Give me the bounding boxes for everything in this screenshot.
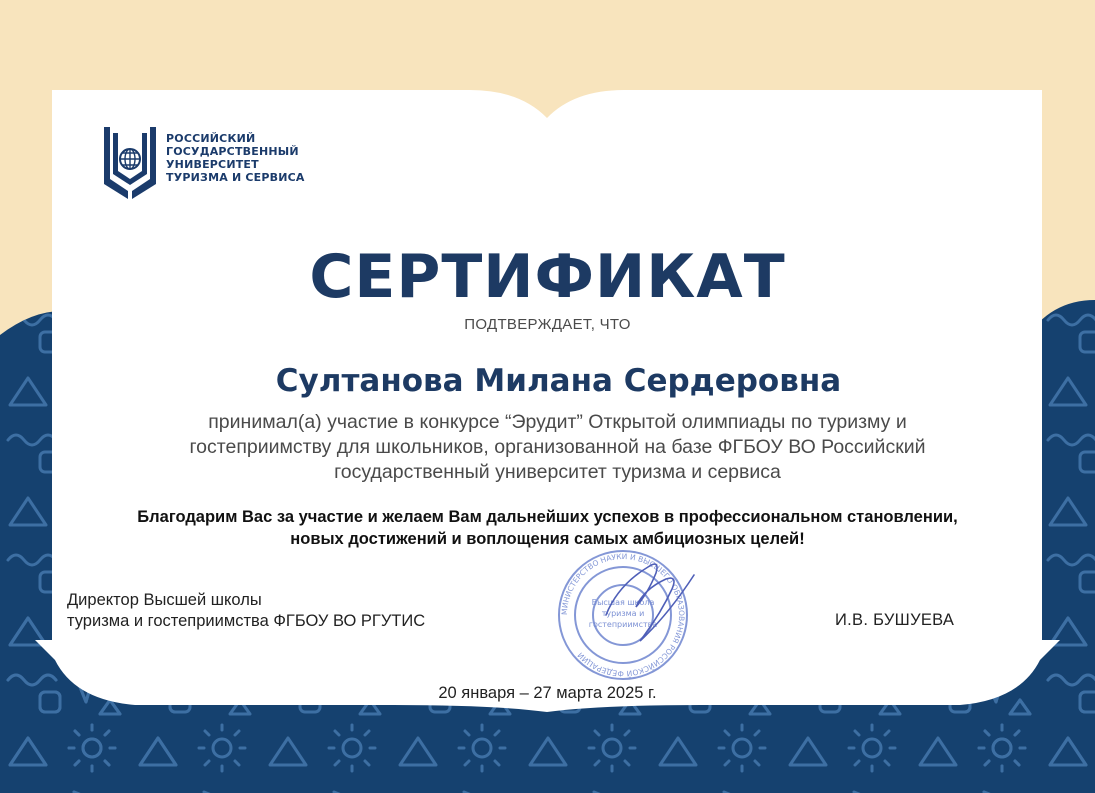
certificate-subtitle: ПОДТВЕРЖДАЕТ, ЧТО — [464, 316, 631, 333]
university-name-line: УНИВЕРСИТЕТ — [166, 158, 259, 171]
university-name — [166, 132, 366, 184]
stamp-ring-text: МИНИСТЕРСТВО НАУКИ И ВЫСШЕГО ОБРАЗОВАНИЯ РОССИЙСКОЙ ФЕДЕРАЦИИ — [559, 551, 687, 679]
university-name-line: РОССИЙСКИЙ — [166, 132, 256, 145]
thanks-line: новых достижений и воплощения самых амбициозных целей! — [290, 530, 805, 548]
university-emblem-icon — [104, 127, 156, 203]
signatory-title — [67, 590, 547, 632]
participation-line: государственный университет туризма и сервиса — [334, 461, 781, 483]
university-name-line: ГОСУДАРСТВЕННЫЙ — [166, 145, 299, 158]
stamp-center-line: гостеприимства — [588, 620, 658, 629]
university-name-line: ТУРИЗМА И СЕРВИСА — [166, 171, 305, 184]
round-seal-stamp-icon — [548, 545, 698, 685]
event-date-range: 20 января – 27 марта 2025 г. — [438, 684, 657, 702]
signatory-title-line: туризма и гостеприимства ФГБОУ ВО РГУТИС — [67, 612, 426, 630]
thanks-message — [40, 506, 1055, 550]
recipient-name: Султанова Милана Сердеровна — [275, 363, 842, 399]
participation-line: принимал(а) участие в конкурсе “Эрудит” Открытой олимпиады по туризму и — [208, 411, 907, 433]
certificate-title: СЕРТИФИКАТ — [309, 242, 786, 312]
participation-line: гостеприимству для школьников, организованной на базе ФГБОУ ВО Российский — [189, 436, 926, 458]
signatory-name: И.В. БУШУЕВА — [835, 611, 955, 629]
stamp-center-line: туризма и — [601, 609, 645, 618]
thanks-line: Благодарим Вас за участие и желаем Вам дальнейших успехов в профессиональном становлении, — [137, 508, 958, 526]
signatory-title-line: Директор Высшей школы — [67, 591, 262, 609]
participation-text — [90, 410, 1025, 485]
stamp-center-line: Высшая школа — [591, 598, 655, 607]
